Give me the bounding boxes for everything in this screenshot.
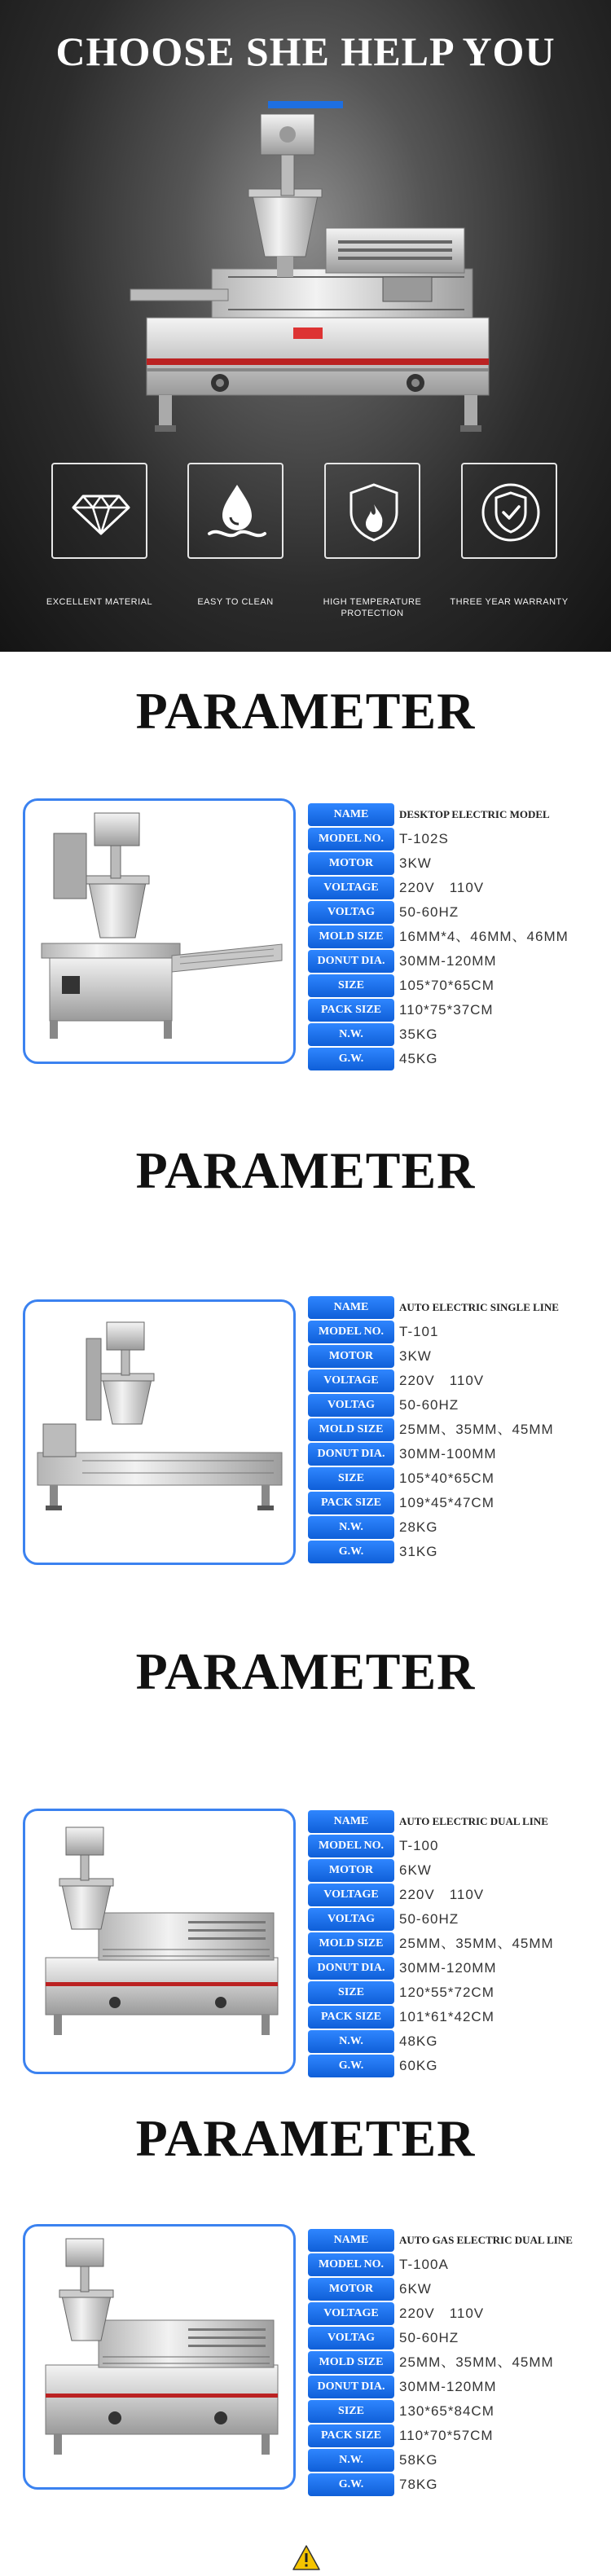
param-value: 220V 110V bbox=[399, 880, 485, 895]
param-label: NAME bbox=[308, 803, 394, 826]
param-value: 220V 110V bbox=[399, 2306, 485, 2321]
param-label: VOLTAG bbox=[308, 901, 394, 924]
product-image-frame bbox=[23, 798, 296, 1064]
param-value: 50-60HZ bbox=[399, 2330, 459, 2345]
param-label: G.W. bbox=[308, 1048, 394, 1070]
param-value: 120*55*72CM bbox=[399, 1985, 495, 2000]
param-value: 3KW bbox=[399, 1348, 432, 1364]
param-value: 105*40*65CM bbox=[399, 1470, 495, 1486]
param-value: T-102S bbox=[399, 831, 449, 846]
param-value: 60KG bbox=[399, 2058, 438, 2073]
param-row-gw bbox=[308, 1541, 611, 1563]
param-value: 16MM*4、46MM、46MM bbox=[399, 929, 569, 944]
param-row-gw bbox=[308, 1048, 611, 1070]
param-row-model bbox=[308, 1321, 611, 1343]
param-value: 30MM-120MM bbox=[399, 2379, 497, 2394]
param-label: PACK SIZE bbox=[308, 2006, 394, 2029]
param-label: DONUT DIA. bbox=[308, 950, 394, 973]
feature-label-heat: HIGH TEMPERATURE PROTECTION bbox=[323, 597, 422, 618]
param-label: DONUT DIA. bbox=[308, 1957, 394, 1980]
heat-shield-icon bbox=[341, 480, 407, 545]
param-value: 6KW bbox=[399, 2281, 432, 2297]
parameter-section-3 bbox=[0, 1613, 611, 2077]
param-row-motor bbox=[308, 1345, 611, 1368]
param-label: DONUT DIA. bbox=[308, 2376, 394, 2398]
parameter-table-t102s bbox=[308, 803, 611, 1072]
feature-card-material bbox=[51, 463, 147, 559]
param-label: G.W. bbox=[308, 2473, 394, 2496]
param-value: T-100 bbox=[399, 1838, 439, 1853]
section-title: PARAMETER bbox=[135, 1642, 476, 1700]
parameter-section-1 bbox=[0, 652, 611, 1108]
param-row-mold bbox=[308, 925, 611, 948]
param-label: MOLD SIZE bbox=[308, 1932, 394, 1955]
feature-card-clean bbox=[187, 463, 284, 559]
param-row-donut bbox=[308, 1957, 611, 1980]
param-row-size bbox=[308, 2400, 611, 2423]
param-row-gw bbox=[308, 2055, 611, 2077]
param-label: VOLTAG bbox=[308, 2327, 394, 2350]
param-row-motor bbox=[308, 2278, 611, 2301]
param-value: 50-60HZ bbox=[399, 904, 459, 920]
param-value: 48KG bbox=[399, 2033, 438, 2049]
param-row-gw bbox=[308, 2473, 611, 2496]
parameter-section-4 bbox=[0, 2077, 611, 2576]
param-label: MOTOR bbox=[308, 1345, 394, 1368]
param-row-size bbox=[308, 1467, 611, 1490]
feature-label-clean: EASY TO CLEAN bbox=[197, 597, 274, 607]
param-row-donut bbox=[308, 1443, 611, 1466]
param-label: VOLTAGE bbox=[308, 1369, 394, 1392]
param-value: 110*75*37CM bbox=[399, 1002, 494, 1018]
param-value: AUTO ELECTRIC DUAL LINE bbox=[399, 1815, 548, 1827]
parameter-section-2 bbox=[0, 1108, 611, 1613]
param-value: T-100A bbox=[399, 2257, 449, 2272]
hero-banner bbox=[0, 0, 611, 652]
param-value: 28KG bbox=[399, 1519, 438, 1535]
param-row-name bbox=[308, 1296, 611, 1319]
parameter-table-t100a bbox=[308, 2229, 611, 2498]
param-label: G.W. bbox=[308, 1541, 394, 1563]
product-image-frame bbox=[23, 2224, 296, 2490]
param-row-pack bbox=[308, 1492, 611, 1514]
parameter-table-t101 bbox=[308, 1296, 611, 1565]
param-value: 101*61*42CM bbox=[399, 2009, 495, 2024]
param-label: MODEL NO. bbox=[308, 828, 394, 851]
param-value: 25MM、35MM、45MM bbox=[399, 2354, 554, 2370]
param-label: SIZE bbox=[308, 1467, 394, 1490]
param-value: 50-60HZ bbox=[399, 1911, 459, 1927]
param-row-nw bbox=[308, 1023, 611, 1046]
parameter-table-t100 bbox=[308, 1810, 611, 2079]
param-label: PACK SIZE bbox=[308, 999, 394, 1022]
param-label: N.W. bbox=[308, 1023, 394, 1046]
param-value: 30MM-120MM bbox=[399, 1960, 497, 1976]
param-label: G.W. bbox=[308, 2055, 394, 2077]
section-title: PARAMETER bbox=[135, 1141, 476, 1199]
param-value: AUTO GAS ELECTRIC DUAL LINE bbox=[399, 2234, 573, 2246]
param-label: VOLTAG bbox=[308, 1394, 394, 1417]
param-value: 220V 110V bbox=[399, 1887, 485, 1902]
hero-accent-bar bbox=[268, 101, 343, 108]
water-drop-icon bbox=[204, 480, 270, 545]
param-value: 30MM-100MM bbox=[399, 1446, 497, 1462]
param-value: 25MM、35MM、45MM bbox=[399, 1936, 554, 1951]
param-label: SIZE bbox=[308, 2400, 394, 2423]
param-value: 58KG bbox=[399, 2452, 438, 2468]
feature-card-heat bbox=[324, 463, 420, 559]
param-row-donut bbox=[308, 2376, 611, 2398]
param-label: MOLD SIZE bbox=[308, 1418, 394, 1441]
param-label: DONUT DIA. bbox=[308, 1443, 394, 1466]
param-row-frequency bbox=[308, 901, 611, 924]
param-label: VOLTAG bbox=[308, 1908, 394, 1931]
param-label: MOLD SIZE bbox=[308, 2351, 394, 2374]
param-label: PACK SIZE bbox=[308, 2424, 394, 2447]
param-label: MOLD SIZE bbox=[308, 925, 394, 948]
param-row-voltage bbox=[308, 2302, 611, 2325]
product-image-t100 bbox=[25, 1811, 293, 2072]
param-row-size bbox=[308, 1981, 611, 2004]
param-row-pack bbox=[308, 2006, 611, 2029]
param-row-model bbox=[308, 1835, 611, 1857]
param-row-nw bbox=[308, 2030, 611, 2053]
param-row-name bbox=[308, 2229, 611, 2252]
param-row-frequency bbox=[308, 2327, 611, 2350]
param-row-motor bbox=[308, 1859, 611, 1882]
section-title: PARAMETER bbox=[135, 682, 476, 740]
param-row-model bbox=[308, 2253, 611, 2276]
param-value: 130*65*84CM bbox=[399, 2403, 495, 2419]
param-label: PACK SIZE bbox=[308, 1492, 394, 1514]
param-value: 109*45*47CM bbox=[399, 1495, 495, 1510]
hero-title: CHOOSE SHE HELP YOU bbox=[55, 29, 556, 74]
hero-donut-machine-image bbox=[114, 114, 505, 456]
param-row-pack bbox=[308, 2424, 611, 2447]
product-image-frame bbox=[23, 1299, 296, 1565]
section-title: PARAMETER bbox=[135, 2109, 476, 2167]
param-value: T-101 bbox=[399, 1324, 439, 1339]
param-row-frequency bbox=[308, 1908, 611, 1931]
param-row-voltage bbox=[308, 1884, 611, 1906]
param-row-pack bbox=[308, 999, 611, 1022]
param-row-nw bbox=[308, 2449, 611, 2472]
param-label: NAME bbox=[308, 1296, 394, 1319]
param-row-name bbox=[308, 1810, 611, 1833]
param-value: 105*70*65CM bbox=[399, 978, 495, 993]
param-row-nw bbox=[308, 1516, 611, 1539]
feature-label-material: EXCELLENT MATERIAL bbox=[46, 597, 153, 607]
param-row-mold bbox=[308, 1932, 611, 1955]
param-label: NAME bbox=[308, 1810, 394, 1833]
param-label: SIZE bbox=[308, 1981, 394, 2004]
param-value: 35KG bbox=[399, 1026, 438, 1042]
param-label: VOLTAGE bbox=[308, 1884, 394, 1906]
param-value: 110*70*57CM bbox=[399, 2428, 494, 2443]
param-label: MOTOR bbox=[308, 1859, 394, 1882]
param-label: N.W. bbox=[308, 2449, 394, 2472]
param-value: 50-60HZ bbox=[399, 1397, 459, 1413]
param-label: VOLTAGE bbox=[308, 877, 394, 899]
param-label: MOTOR bbox=[308, 2278, 394, 2301]
param-value: DESKTOP ELECTRIC MODEL bbox=[399, 808, 550, 820]
param-row-donut bbox=[308, 950, 611, 973]
warranty-shield-icon bbox=[478, 480, 543, 545]
param-value: 31KG bbox=[399, 1544, 438, 1559]
warning-icon bbox=[292, 2543, 321, 2573]
product-image-frame bbox=[23, 1809, 296, 2074]
param-label: VOLTAGE bbox=[308, 2302, 394, 2325]
param-row-name bbox=[308, 803, 611, 826]
param-value: 30MM-120MM bbox=[399, 953, 497, 969]
param-row-voltage bbox=[308, 1369, 611, 1392]
product-image-t100a bbox=[25, 2227, 293, 2487]
param-value: 78KG bbox=[399, 2477, 438, 2492]
param-label: NAME bbox=[308, 2229, 394, 2252]
param-value: 6KW bbox=[399, 1862, 432, 1878]
param-row-size bbox=[308, 974, 611, 997]
param-label: N.W. bbox=[308, 1516, 394, 1539]
product-image-t101 bbox=[25, 1302, 293, 1563]
param-label: MODEL NO. bbox=[308, 2253, 394, 2276]
param-value: 220V 110V bbox=[399, 1373, 485, 1388]
param-label: N.W. bbox=[308, 2030, 394, 2053]
param-row-model bbox=[308, 828, 611, 851]
param-row-frequency bbox=[308, 1394, 611, 1417]
param-value: 25MM、35MM、45MM bbox=[399, 1422, 554, 1437]
param-value: 3KW bbox=[399, 855, 432, 871]
param-label: SIZE bbox=[308, 974, 394, 997]
product-image-t102s bbox=[25, 801, 293, 1062]
diamond-icon bbox=[68, 480, 134, 545]
param-row-mold bbox=[308, 2351, 611, 2374]
param-row-voltage bbox=[308, 877, 611, 899]
param-row-motor bbox=[308, 852, 611, 875]
param-label: MODEL NO. bbox=[308, 1835, 394, 1857]
param-label: MODEL NO. bbox=[308, 1321, 394, 1343]
param-value: 45KG bbox=[399, 1051, 438, 1066]
param-label: MOTOR bbox=[308, 852, 394, 875]
param-row-mold bbox=[308, 1418, 611, 1441]
feature-card-warranty bbox=[461, 463, 557, 559]
feature-label-warranty: THREE YEAR WARRANTY bbox=[450, 597, 569, 607]
param-value: AUTO ELECTRIC SINGLE LINE bbox=[399, 1301, 559, 1313]
